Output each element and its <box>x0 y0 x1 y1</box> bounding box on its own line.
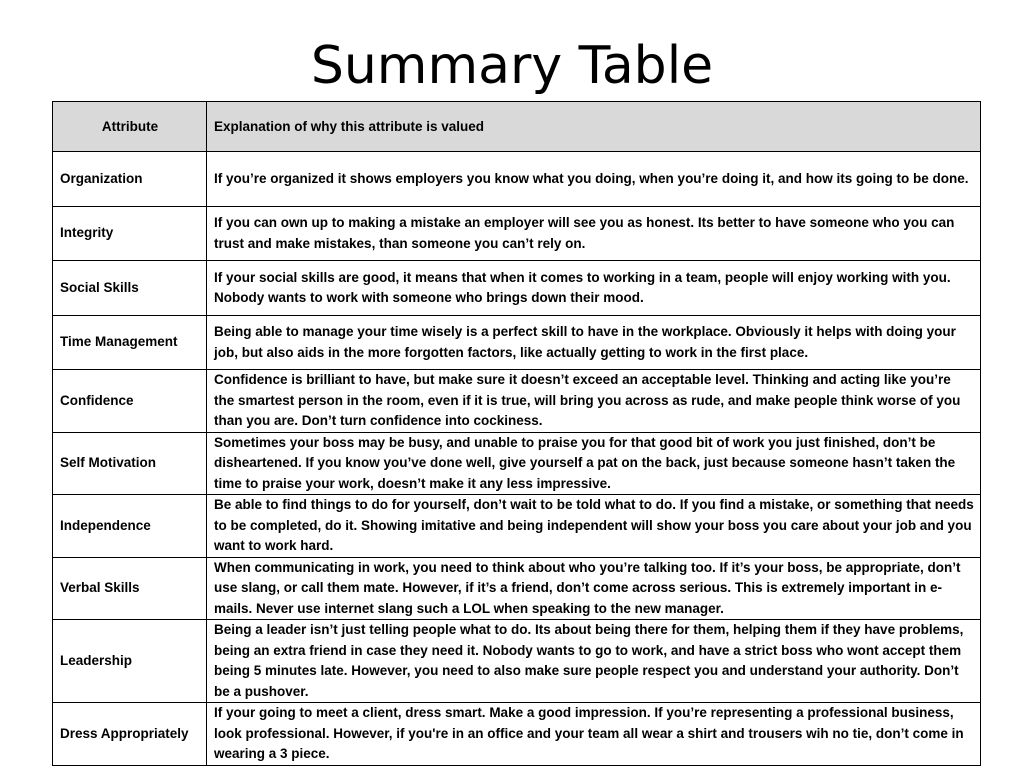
explanation-cell: Being a leader isn’t just telling people what to do. Its about being there for them, helping them if they have problems, being an extra friend in case they need it. Nobody wants to go to work, and have a strict boss who wont accept them being 5 minutes late. However, you need to also make sure people respect you and understand your authority. Don’t be a pushover. <box>207 620 981 703</box>
explanation-cell: Be able to find things to do for yourself, don’t wait to be told what to do. If you find a mistake, or something that needs to be completed, do it. Showing imitative and being independent will show your boss you care about your job and you want to work hard. <box>207 495 981 558</box>
table-row <box>53 152 981 207</box>
header-explanation: Explanation of why this attribute is valued <box>207 102 981 152</box>
explanation-cell: If you can own up to making a mistake an employer will see you as honest. Its better to have someone who you can trust and make mistakes, than someone you can’t rely on. <box>207 207 981 261</box>
table-row <box>53 261 981 316</box>
explanation-cell: Confidence is brilliant to have, but make sure it doesn’t exceed an acceptable level. Thinking and acting like you’re the smartest person in the room, even if it is true, will bring you across as rude, and make people think worse of you than you are. Don’t turn confidence into cockiness. <box>207 370 981 433</box>
slide-title: Summary Table <box>310 36 714 96</box>
explanation-cell: Being able to manage your time wisely is a perfect skill to have in the workplace. Obviously it helps with doing your job, but also aids in the more forgotten factors, like actually getting to work in the first place. <box>207 316 981 370</box>
attribute-cell: Social Skills <box>53 261 207 316</box>
attribute-cell: Integrity <box>53 207 207 261</box>
explanation-cell: Sometimes your boss may be busy, and unable to praise you for that good bit of work you just finished, don’t be disheartened. If you know you’ve done well, give yourself a pat on the back, just because someone hasn’t taken the time to praise your work, doesn’t make it any less impressive. <box>207 432 981 495</box>
table-row <box>53 703 981 766</box>
summary-table <box>52 101 981 766</box>
table-header-row <box>53 102 981 152</box>
table-row <box>53 370 981 433</box>
table-row <box>53 316 981 370</box>
table-row <box>53 620 981 703</box>
table-row <box>53 432 981 495</box>
explanation-cell: If your going to meet a client, dress smart. Make a good impression. If you’re representing a professional business, look professional. However, if you're in an office and your team all wear a shirt and trousers wih no tie, don’t come in wearing a 3 piece. <box>207 703 981 766</box>
attribute-cell: Organization <box>53 152 207 207</box>
explanation-cell: When communicating in work, you need to think about who you’re talking too. If it’s your boss, be appropriate, don’t use slang, or call them mate. However, if it’s a friend, don’t come across serious. This is extremely important in e-mails. Never use internet slang such a LOL when speaking to the new manager. <box>207 557 981 620</box>
attribute-cell: Dress Appropriately <box>53 703 207 766</box>
attribute-cell: Independence <box>53 495 207 558</box>
explanation-cell: If you’re organized it shows employers you know what you doing, when you’re doing it, and how its going to be done. <box>207 152 981 207</box>
table-row <box>53 557 981 620</box>
attribute-cell: Self Motivation <box>53 432 207 495</box>
attribute-cell: Confidence <box>53 370 207 433</box>
header-attribute: Attribute <box>53 102 207 152</box>
explanation-cell: If your social skills are good, it means that when it comes to working in a team, people will enjoy working with you. Nobody wants to work with someone who brings down their mood. <box>207 261 981 316</box>
attribute-cell: Leadership <box>53 620 207 703</box>
table-row <box>53 495 981 558</box>
attribute-cell: Time Management <box>53 316 207 370</box>
table-row <box>53 207 981 261</box>
attribute-cell: Verbal Skills <box>53 557 207 620</box>
